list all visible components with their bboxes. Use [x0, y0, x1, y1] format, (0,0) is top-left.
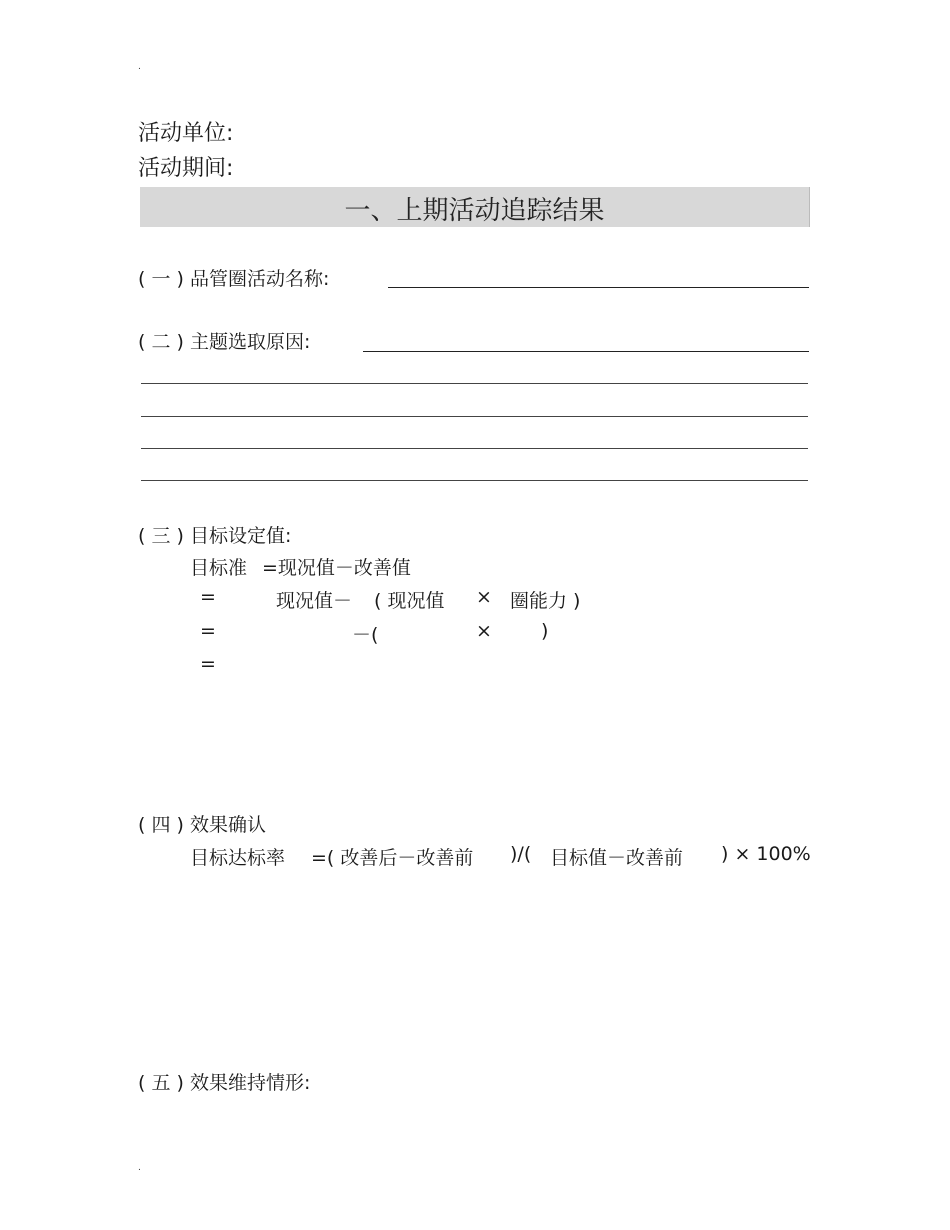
- item2-blank-line[interactable]: [141, 480, 808, 481]
- item1-label: ( 一 ) 品管圈活动名称:: [138, 268, 330, 290]
- item5-label: ( 五 ) 效果维持情形:: [138, 1072, 311, 1094]
- item2-answer-line[interactable]: [363, 351, 809, 352]
- effect-formula-part3: 目标值－改善前: [550, 847, 684, 869]
- page-dot-bottom: .: [138, 1163, 141, 1173]
- formula-equals: =: [200, 586, 216, 608]
- effect-formula-part1: =( 改善后－改善前: [311, 847, 474, 869]
- item2-blank-line[interactable]: [141, 383, 808, 384]
- effect-formula-part4: ) × 100%: [721, 843, 811, 865]
- activity-unit-label: 活动单位:: [138, 121, 234, 146]
- item3-label: ( 三 ) 目标设定值:: [138, 525, 292, 547]
- section-title-bar: [140, 187, 810, 227]
- effect-formula-part2: )/(: [510, 843, 532, 865]
- target-formula-expr: =现况值－改善值: [262, 557, 411, 579]
- formula-close-paren: ): [541, 620, 549, 642]
- formula-times: ×: [476, 586, 492, 608]
- formula-minus-open: －(: [352, 624, 379, 646]
- target-formula-name: 目标准: [190, 557, 248, 579]
- section-title: 一、上期活动追踪结果: [344, 196, 605, 226]
- formula-equals: =: [200, 620, 216, 642]
- formula-current-value: ( 现况值: [374, 590, 445, 612]
- item1-answer-line[interactable]: [388, 287, 809, 288]
- formula-circle-ability: 圈能力 ): [510, 590, 581, 612]
- item2-blank-line[interactable]: [141, 448, 808, 449]
- formula-times: ×: [476, 620, 492, 642]
- page-dot-top: .: [138, 62, 141, 72]
- formula-equals: =: [200, 653, 216, 675]
- activity-period-label: 活动期间:: [138, 156, 234, 181]
- item4-label: ( 四 ) 效果确认: [138, 814, 266, 836]
- effect-formula-name: 目标达标率: [190, 847, 286, 869]
- item2-label: ( 二 ) 主题选取原因:: [138, 331, 311, 353]
- formula-current-minus: 现况值－: [276, 590, 353, 612]
- item2-blank-line[interactable]: [141, 416, 808, 417]
